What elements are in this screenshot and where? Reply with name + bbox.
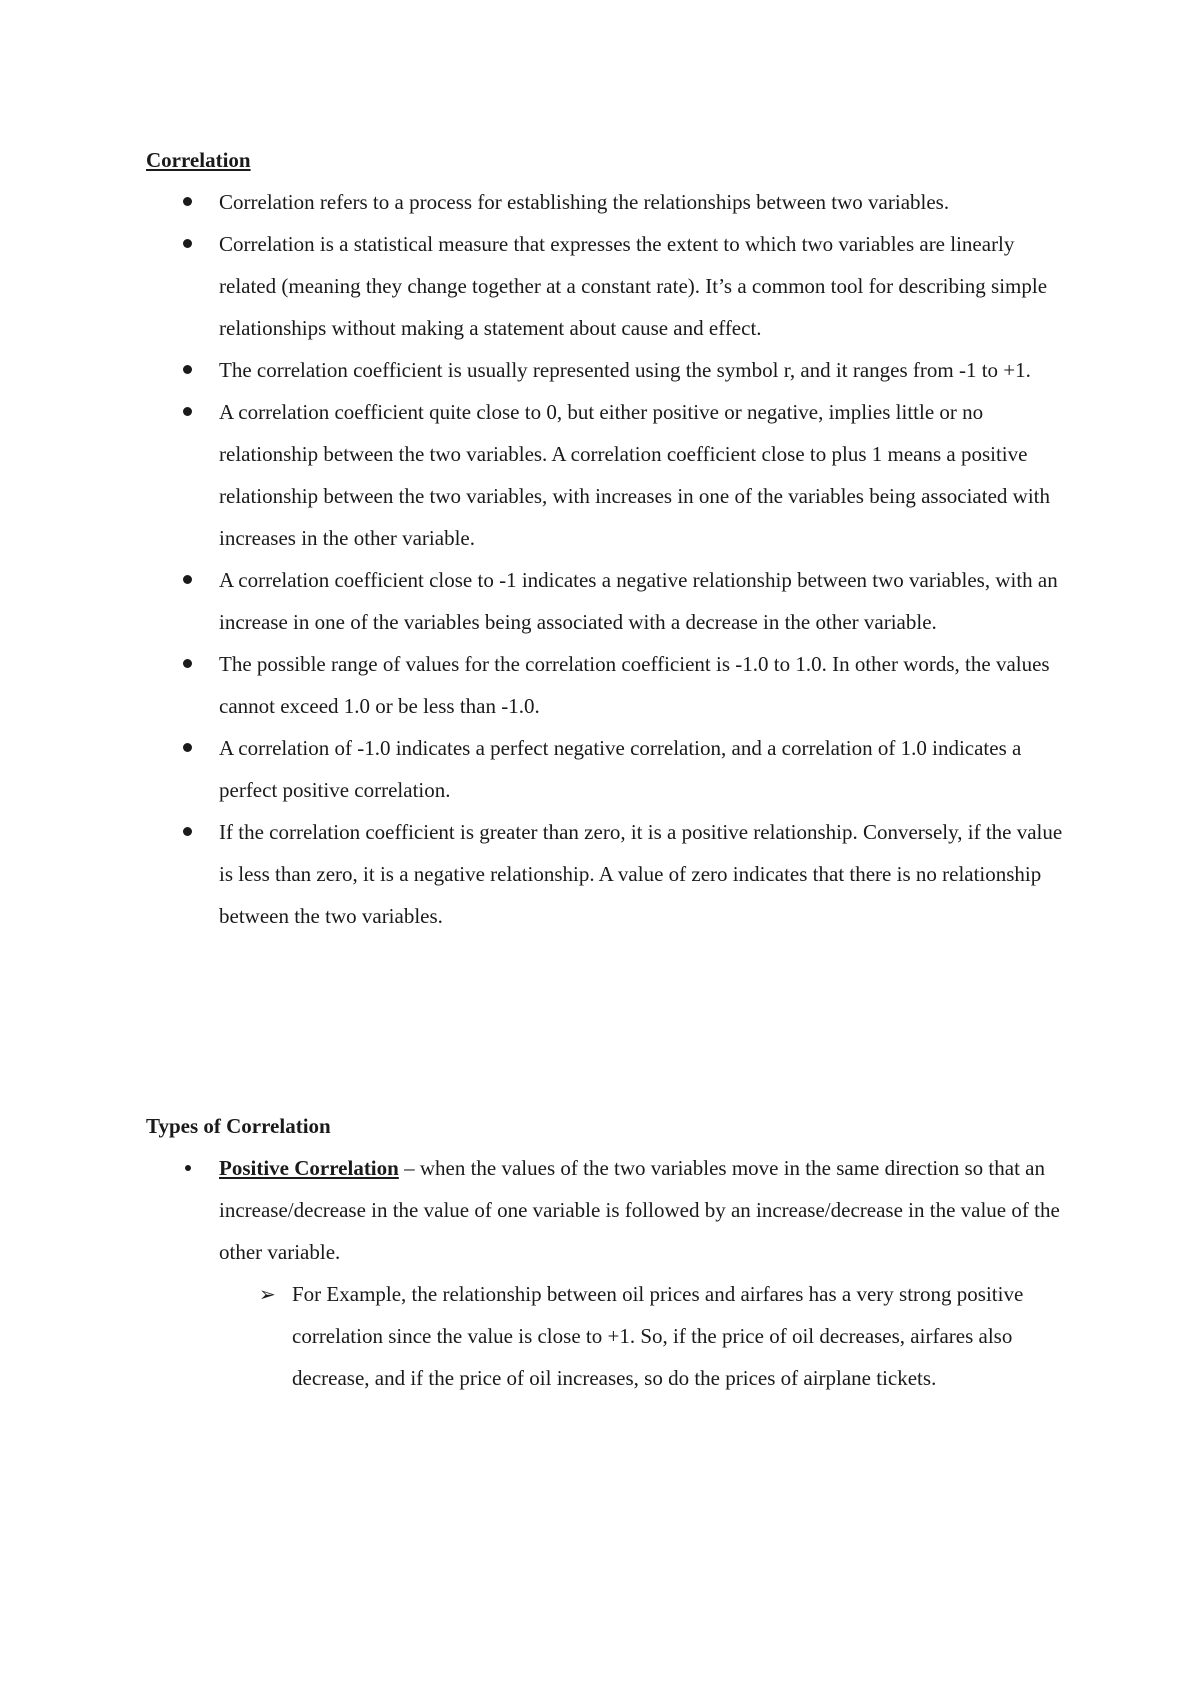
term-definition: – when the values of the two variables move in the same direction so that an increase/decrease in the value of one variable is followed by an increase/decrease in the value of the other variable. <box>219 1156 1060 1264</box>
list-item <box>0 559 1069 643</box>
bullet-text: A correlation of -1.0 indicates a perfect negative correlation, and a correlation of 1.0 indicates a perfect positive correlation. <box>219 736 1022 802</box>
section-title-types-of-correlation: Types of Correlation <box>146 1114 331 1138</box>
bullet-dot-icon <box>183 365 192 374</box>
bullet-text: Correlation is a statistical measure that expresses the extent to which two variables are linearly related (meaning they change together at a constant rate). It’s a common tool for describing simple relationships without making a statement about cause and effect. <box>219 232 1048 340</box>
bullet-text: A correlation coefficient quite close to 0, but either positive or negative, implies little or no relationship between the two variables. A correlation coefficient close to plus 1 means a positive relationship between the two variables, with increases in one of the variables being associated with increases in the other variable. <box>219 400 1050 550</box>
list-item <box>0 181 1069 223</box>
bullet-dot-icon <box>183 575 192 584</box>
bullet-text: Correlation refers to a process for establishing the relationships between two variables. <box>219 190 950 214</box>
list-item <box>219 1273 1072 1399</box>
section-title-correlation: Correlation <box>146 148 251 172</box>
bullet-text: The correlation coefficient is usually represented using the symbol r, and it ranges from -1 to +1. <box>219 358 1031 382</box>
bullet-text: If the correlation coefficient is greater than zero, it is a positive relationship. Conversely, if the value is less than zero, it is a negative relationship. A value of zero indicates that there is no relationship between the two variables. <box>219 820 1063 928</box>
types-bullet-list <box>0 1147 1200 1399</box>
bullet-dot-icon <box>185 1165 191 1171</box>
list-item <box>0 727 1069 811</box>
bullet-text: A correlation coefficient close to -1 indicates a negative relationship between two variables, with an increase in one of the variables being associated with a decrease in the other variable. <box>219 568 1058 634</box>
list-item <box>0 811 1069 937</box>
bullet-dot-icon <box>183 743 192 752</box>
bullet-dot-icon <box>183 827 192 836</box>
list-item <box>0 1147 1069 1399</box>
term-positive-correlation: Positive Correlation <box>219 1156 399 1180</box>
list-item <box>0 643 1069 727</box>
list-item <box>0 391 1069 559</box>
list-item <box>0 349 1069 391</box>
bullet-dot-icon <box>183 197 192 206</box>
example-text: For Example, the relationship between oil prices and airfares has a very strong positive correlation since the value is close to +1. So, if the price of oil decreases, airfares also decrease, and if the price of oil increases, so do the prices of airplane tickets. <box>292 1282 1024 1390</box>
bullet-text: The possible range of values for the correlation coefficient is -1.0 to 1.0. In other words, the values cannot exceed 1.0 or be less than -1.0. <box>219 652 1050 718</box>
bullet-dot-icon <box>183 659 192 668</box>
bullet-dot-icon <box>183 239 192 248</box>
example-sub-list <box>219 1273 1069 1399</box>
list-item <box>0 223 1069 349</box>
arrow-bullet-icon: ➢ <box>259 1282 276 1306</box>
correlation-bullet-list <box>0 181 1200 937</box>
bullet-dot-icon <box>183 407 192 416</box>
